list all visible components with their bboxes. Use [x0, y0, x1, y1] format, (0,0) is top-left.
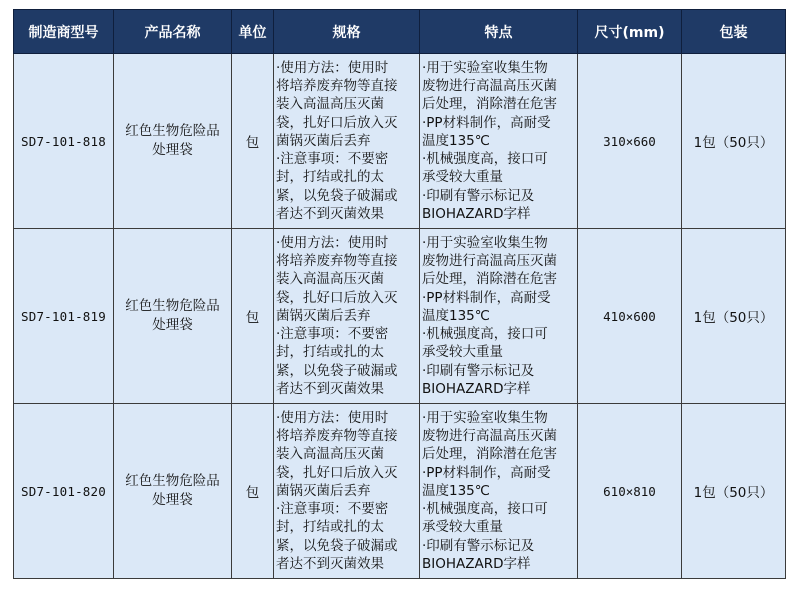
cell-model: SD7-101-818: [14, 54, 114, 229]
spec-line: 将培养废弃物等直接: [276, 428, 398, 445]
header-packing: 包装: [682, 10, 786, 54]
feature-line: 后处理，消除潜在危害: [422, 96, 557, 113]
spec-line: 袋，扎好口后放入灭: [276, 289, 398, 306]
feature-line: 温度135℃: [422, 132, 490, 149]
feature-line: ·用于实验室收集生物: [422, 410, 548, 427]
spec-line: 紧，以免袋子破漏或: [276, 187, 398, 204]
feature-line: ·印刷有警示标记及: [422, 362, 535, 379]
feature-line: 温度135℃: [422, 307, 490, 324]
feature-line: BIOHAZARD字样: [422, 205, 531, 222]
product-name-line: 处理袋: [152, 142, 193, 158]
feature-line: 后处理，消除潜在危害: [422, 271, 557, 288]
cell-unit: 包: [232, 404, 274, 579]
feature-line: ·机械强度高，接口可: [422, 326, 548, 343]
product-name-line: 红色生物危险品: [125, 123, 220, 139]
header-spec: 规格: [274, 10, 420, 54]
table-row: [14, 404, 786, 579]
spec-line: 封，打结或扎的太: [276, 344, 384, 361]
header-row: [14, 10, 786, 54]
feature-line: 后处理，消除潜在危害: [422, 446, 557, 463]
feature-line: BIOHAZARD字样: [422, 380, 531, 397]
spec-line: 紧，以免袋子破漏或: [276, 362, 398, 379]
spec-line: 者达不到灭菌效果: [276, 205, 384, 222]
cell-size: 310×660: [578, 54, 682, 229]
cell-size: 610×810: [578, 404, 682, 579]
table-body: [14, 54, 786, 579]
cell-spec: [274, 404, 420, 579]
cell-spec: [274, 229, 420, 404]
spec-line: 菌锅灭菌后丢弃: [276, 132, 371, 149]
spec-line: 装入高温高压灭菌: [276, 96, 384, 113]
spec-line: 袋，扎好口后放入灭: [276, 464, 398, 481]
cell-size: 410×600: [578, 229, 682, 404]
spec-line: 将培养废弃物等直接: [276, 78, 398, 95]
header-size: 尺寸(mm): [578, 10, 682, 54]
spec-line: 袋，扎好口后放入灭: [276, 114, 398, 131]
spec-line: ·注意事项：不要密: [276, 326, 389, 343]
header-features: 特点: [420, 10, 578, 54]
spec-line: 将培养废弃物等直接: [276, 253, 398, 270]
cell-model: SD7-101-819: [14, 229, 114, 404]
cell-spec: [274, 54, 420, 229]
feature-line: ·PP材料制作，高耐受: [422, 289, 551, 306]
spec-line: 装入高温高压灭菌: [276, 271, 384, 288]
table-row: [14, 54, 786, 229]
feature-line: ·用于实验室收集生物: [422, 60, 548, 77]
spec-line: ·使用方法：使用时: [276, 235, 389, 252]
header-model: 制造商型号: [14, 10, 114, 54]
spec-line: 封，打结或扎的太: [276, 519, 384, 536]
product-table: [13, 9, 786, 579]
cell-packing: 1包（50只）: [682, 229, 786, 404]
feature-line: ·印刷有警示标记及: [422, 537, 535, 554]
product-name-line: 处理袋: [152, 317, 193, 333]
cell-product-name: [114, 229, 232, 404]
feature-line: 温度135℃: [422, 482, 490, 499]
product-name-line: 红色生物危险品: [125, 298, 220, 314]
cell-unit: 包: [232, 229, 274, 404]
cell-product-name: [114, 54, 232, 229]
feature-line: ·印刷有警示标记及: [422, 187, 535, 204]
feature-line: 废物进行高温高压灭菌: [422, 428, 557, 445]
feature-line: ·用于实验室收集生物: [422, 235, 548, 252]
feature-line: 承受较大重量: [422, 519, 503, 536]
spec-line: 装入高温高压灭菌: [276, 446, 384, 463]
spec-line: 封，打结或扎的太: [276, 169, 384, 186]
spec-line: 紧，以免袋子破漏或: [276, 537, 398, 554]
feature-line: 承受较大重量: [422, 344, 503, 361]
feature-line: 废物进行高温高压灭菌: [422, 78, 557, 95]
cell-unit: 包: [232, 54, 274, 229]
cell-features: [420, 54, 578, 229]
table-row: [14, 229, 786, 404]
spec-line: ·使用方法：使用时: [276, 410, 389, 427]
table-header: [14, 10, 786, 54]
cell-features: [420, 404, 578, 579]
header-product-name: 产品名称: [114, 10, 232, 54]
product-name-line: 处理袋: [152, 492, 193, 508]
feature-line: ·PP材料制作，高耐受: [422, 114, 551, 131]
product-name-line: 红色生物危险品: [125, 473, 220, 489]
cell-packing: 1包（50只）: [682, 404, 786, 579]
feature-line: BIOHAZARD字样: [422, 555, 531, 572]
product-table-container: [13, 9, 786, 579]
cell-packing: 1包（50只）: [682, 54, 786, 229]
cell-features: [420, 229, 578, 404]
cell-product-name: [114, 404, 232, 579]
feature-line: ·PP材料制作，高耐受: [422, 464, 551, 481]
spec-line: 菌锅灭菌后丢弃: [276, 307, 371, 324]
spec-line: 菌锅灭菌后丢弃: [276, 482, 371, 499]
spec-line: ·使用方法：使用时: [276, 60, 389, 77]
cell-model: SD7-101-820: [14, 404, 114, 579]
feature-line: ·机械强度高，接口可: [422, 501, 548, 518]
spec-line: 者达不到灭菌效果: [276, 380, 384, 397]
feature-line: 废物进行高温高压灭菌: [422, 253, 557, 270]
feature-line: ·机械强度高，接口可: [422, 151, 548, 168]
feature-line: 承受较大重量: [422, 169, 503, 186]
spec-line: ·注意事项：不要密: [276, 501, 389, 518]
spec-line: ·注意事项：不要密: [276, 151, 389, 168]
spec-line: 者达不到灭菌效果: [276, 555, 384, 572]
header-unit: 单位: [232, 10, 274, 54]
